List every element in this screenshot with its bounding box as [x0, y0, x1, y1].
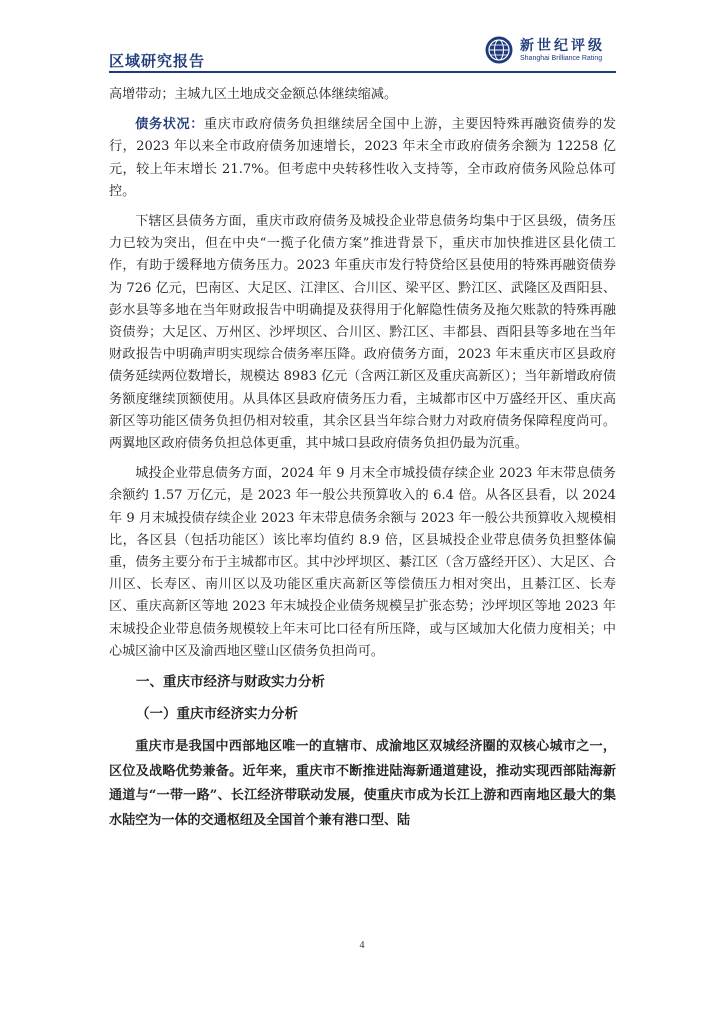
debt-status-text: 重庆市政府债务负担继续居全国中上游，主要因特殊再融资债券的发行，2023 年以来全市政府债务加速增长，2023 年末全市政府债务余额为 12258 亿元，较上年末增长 21.7%。但考虑中央转移性收入支持等，全市政府债务风险总体可控。 — [109, 117, 617, 199]
page-number: 4 — [359, 940, 365, 951]
logo-english-name: Shanghai Brilliance Rating — [520, 55, 603, 62]
paragraph-lgfv-debt: 城投企业带息债务方面，2024 年 9 月末全市城投债存续企业 2023 年末带息债务余额约 1.57 万亿元，是 2023 年一般公共预算收入的 6.4 倍。从各区县看，以 2024 年 9 月末城投债存续企业 2023 年末带息债务余额与 2023 年一般公共预算收入规模相比，各区县（包括功能区）该比率均值约 8.9 倍，区县城投企业带息债务负担整体偏重，债务主要分布于主城都市区。其中沙坪坝区、綦江区（含万盛经开区）、大足区、合川区、长寿区、南川区以及功能区重庆高新区等偿债压力相对突出，且綦江区、长寿区、重庆高新区等地 2023 年末城投企业债务规模呈扩张态势；沙坪坝区等地 2023 年末城投企业带息债务规模较上年末可比口径有所压降，或与区域加大化债力度相关；中心城区渝中区及渝西地区璧山区债务负担尚可。 — [109, 466, 616, 659]
paragraph-district-debt: 下辖区县债务方面，重庆市政府债务及城投企业带息债务均集中于区县级，债务压力已较为突出，但在中央“一揽子化债方案”推进背景下，重庆市加快推进区县化债工作，有助于缓释地方债务压力。2023 年重庆市发行特贷给区县使用的特殊再融资债券为 726 亿元，巴南区、大足区、江津区、合川区、梁平区、黔江区、武隆区及酉阳县、彭水县等多地在当年财政报告中明确提及获得用于化解隐性债务及拖欠账款的特殊再融资债券；大足区、万州区、沙坪坝区、合川区、黔江区、丰都县、酉阳县等多地在当年财政报告中明确声明实现综合债务率压降。政府债务方面，2023 年末重庆市区县政府债务延续两位数增长，规模达 8983 亿元（含两江新区及重庆高新区）；当年新增政府债务额度继续顶额使用。从具体区县政府债务压力看，主城都市区中万盛经开区、重庆高新区等功能区债务负担仍相对较重，其余区县当年综合财力对政府债务保障程度尚可。两翼地区政府债务负担总体更重，其中城口县政府债务负担仍最为沉重。 — [109, 214, 616, 452]
debt-status-label: 债务状况： — [135, 117, 204, 133]
paragraph-debt-status — [109, 114, 616, 203]
brilliance-globe-icon — [484, 35, 514, 65]
report-body — [109, 84, 616, 841]
paragraph-chongqing-overview: 重庆市是我国中西部地区唯一的直辖市、成渝地区双城经济圈的双核心城市之一，区位及战略优势兼备。近年来，重庆市不断推进陆海新通道建设，推动实现西部陆海新通道与“一带一路”、长江经济带联动发展，使重庆市成为长江上游和西南地区最大的集水陆空为一体的交通枢纽及全国首个兼有港口型、陆 — [109, 739, 616, 828]
header-divider — [109, 71, 616, 73]
logo-chinese-name: 新世纪评级 — [520, 38, 605, 54]
brand-logo — [484, 34, 619, 74]
report-header-title: 区域研究报告 — [109, 52, 206, 70]
paragraph-land-transactions: 高增带动；主城九区土地成交金额总体继续缩减。 — [109, 87, 398, 102]
subsection-heading-economy: （一）重庆市经济实力分析 — [136, 706, 298, 723]
section-heading-economy-finance: 一、重庆市经济与财政实力分析 — [136, 674, 325, 691]
